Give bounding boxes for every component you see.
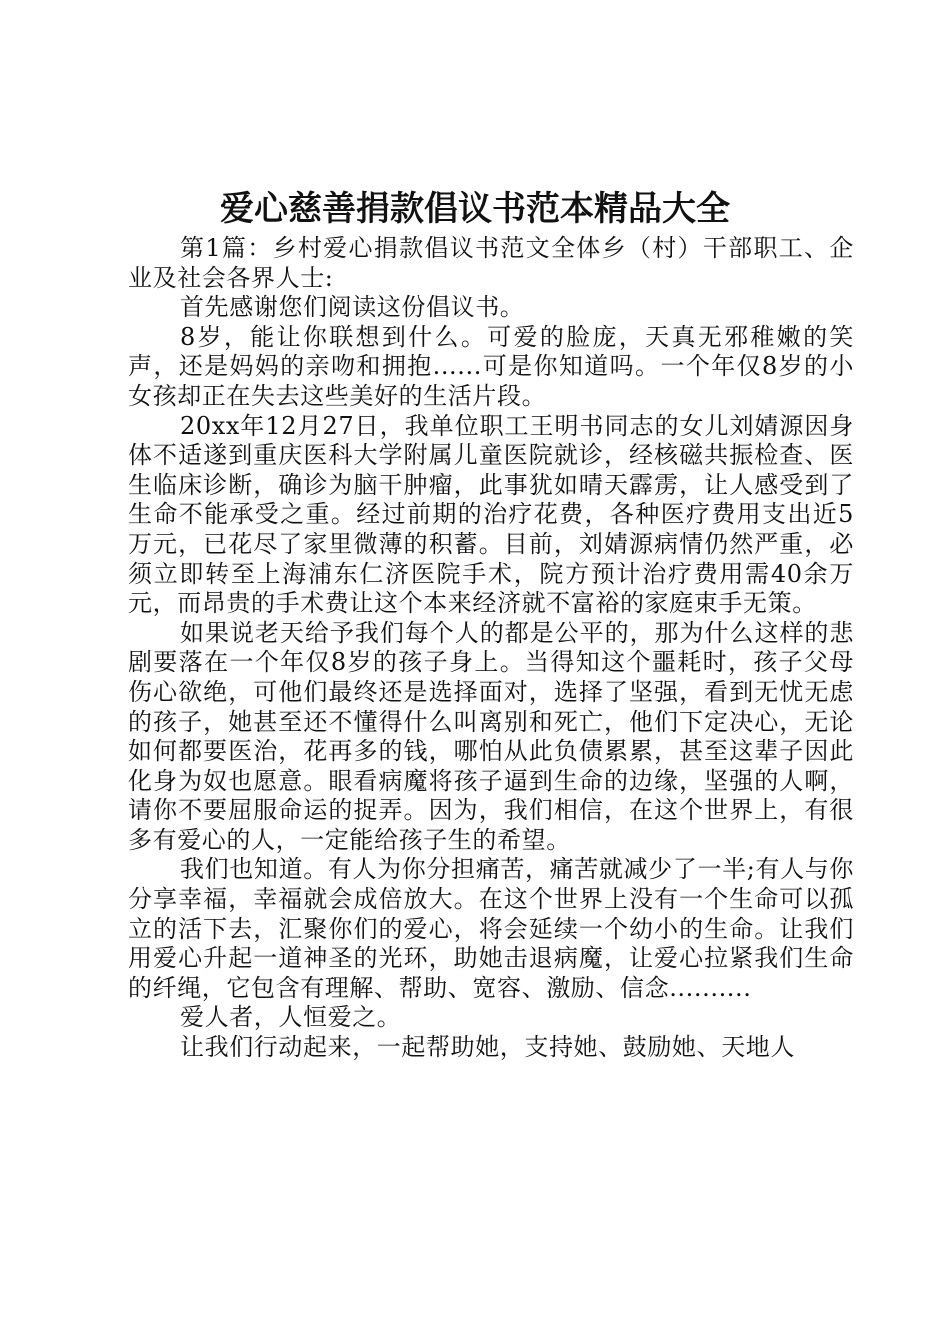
paragraph-diagnosis: 20xx年12月27日，我单位职工王明书同志的女儿刘婧源因身体不适遂到重庆医科大学附属儿童医院就诊，经核磁共振检查、医生临床诊断，确诊为脑干肿瘤，此事犹如晴天霹雳，让人感受到了生命不能承受之重。经过前期的治疗花费，各种医疗费用支出近5万元，已花尽了家里微薄的积蓄。目前，刘婧源病情仍然严重，必须立即转至上海浦东仁济医院手术，院方预计治疗费用需40余万元，而昂贵的手术费让这个本来经济就不富裕的家庭束手无策。 <box>128 411 854 618</box>
paragraph-intro: 第1篇：乡村爱心捐款倡议书范文全体乡（村）干部职工、企业及社会各界人士: <box>128 234 854 292</box>
paragraph-call-to-action: 让我们行动起来，一起帮助她，支持她、鼓励她、天地人 <box>180 1033 795 1062</box>
document-title: 爱心慈善捐款倡议书范本精品大全 <box>220 189 730 229</box>
paragraph-love: 爱人者，人恒爱之。 <box>180 1003 402 1032</box>
paragraph-thanks: 首先感谢您们阅读这份倡议书。 <box>180 293 525 322</box>
paragraph-sharing: 我们也知道。有人为你分担痛苦，痛苦就减少了一半;有人与你分享幸福，幸福就会成倍放大。在这个世界上没有一个生命可以孤立的活下去，汇聚你们的爱心，将会延续一个幼小的生命。让我们用爱心升起一道神圣的光环，助她击退病魔，让爱心拉紧我们生命的纤绳，它包含有理解、帮助、宽容、激励、信念.......... <box>128 855 854 1002</box>
document-body <box>128 234 854 1063</box>
paragraph-fairness: 如果说老天给予我们每个人的都是公平的，那为什么这样的悲剧要落在一个年仅8岁的孩子身上。当得知这个噩耗时，孩子父母伤心欲绝，可他们最终还是选择面对，选择了坚强，看到无忧无虑的孩子，她甚至还不懂得什么叫离别和死亡，他们下定决心，无论如何都要医治，花再多的钱，哪怕从此负债累累，甚至这辈子因此化身为奴也愿意。眼看病魔将孩子逼到生命的边缘，坚强的人啊，请你不要屈服命运的捉弄。因为，我们相信，在这个世界上，有很多有爱心的人，一定能给孩子生的希望。 <box>128 618 854 854</box>
paragraph-eight-years: 8岁，能让你联想到什么。可爱的脸庞，天真无邪稚嫩的笑声，还是妈妈的亲吻和拥抱......可是你知道吗。一个年仅8岁的小女孩却正在失去这些美好的生活片段。 <box>128 322 854 410</box>
